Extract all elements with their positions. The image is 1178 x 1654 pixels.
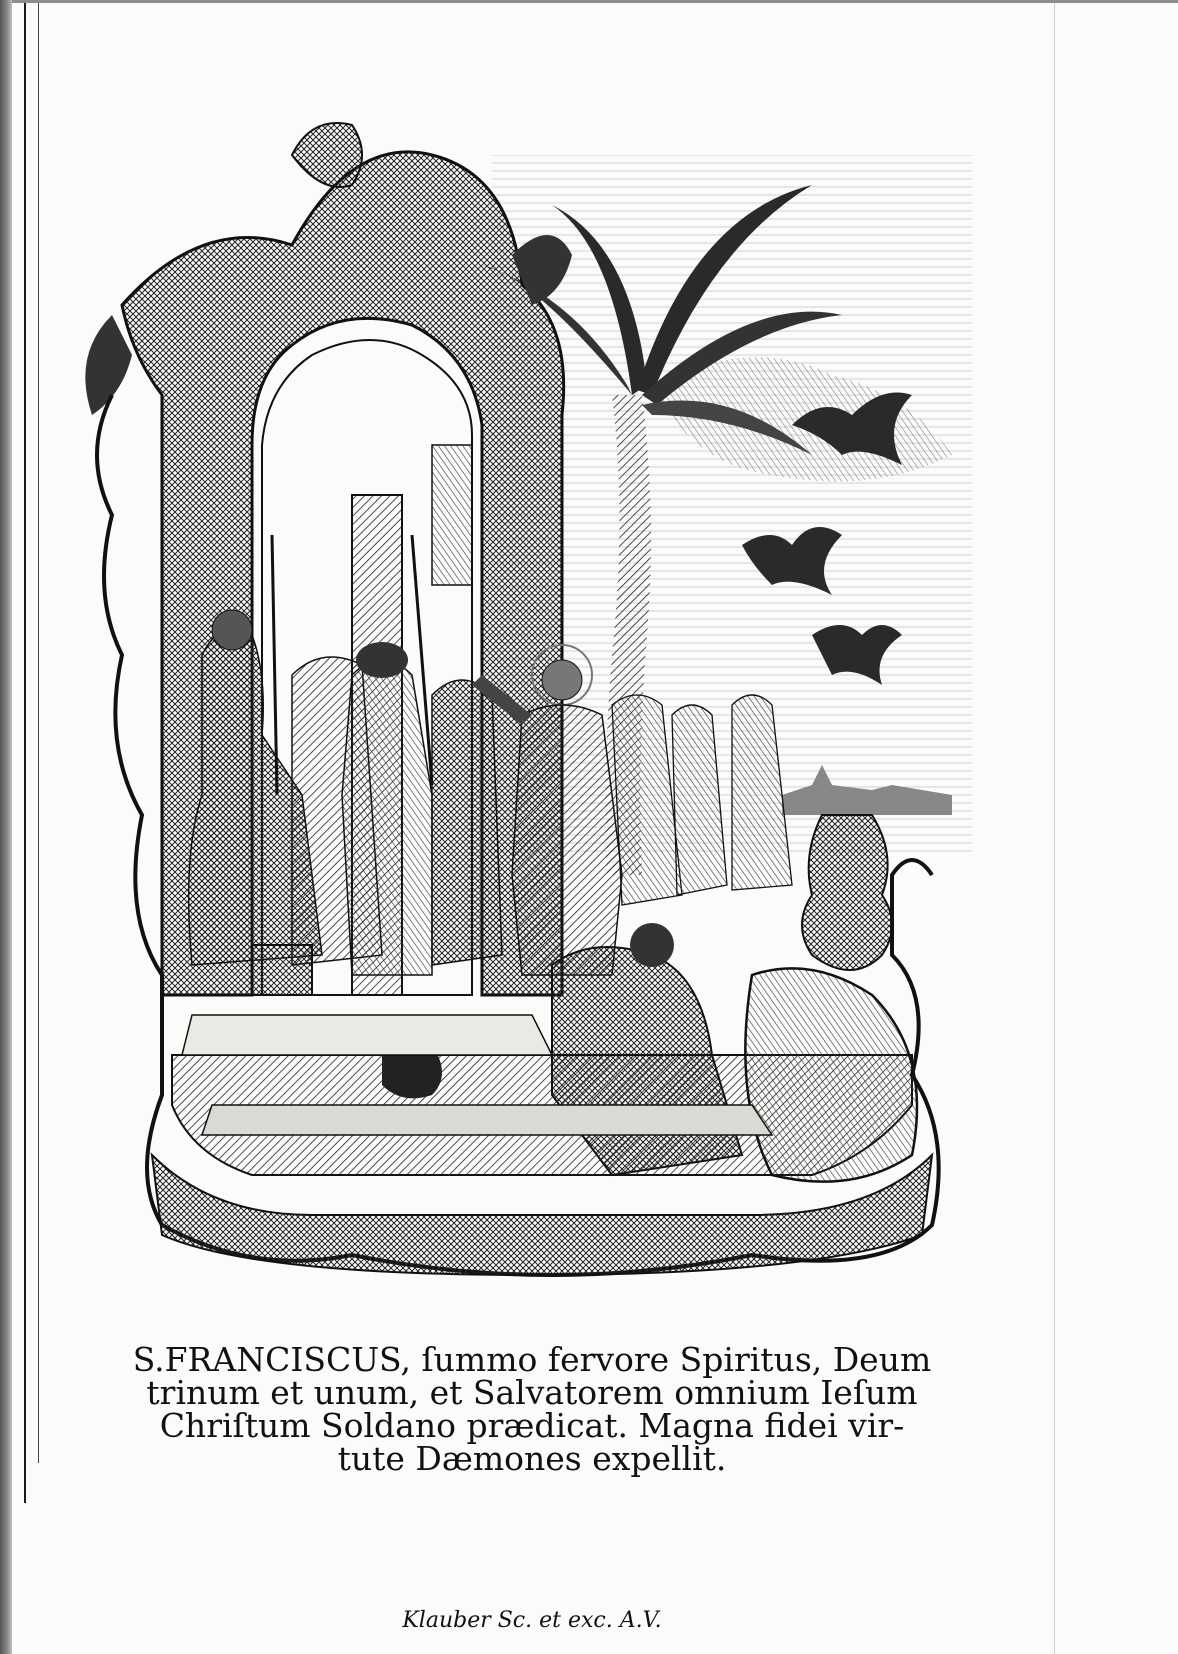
ornamental-vase <box>802 815 892 970</box>
caption-line-2: trinum et unum, et Salvatorem omnium Ieſum <box>146 1373 918 1412</box>
engraving-illustration <box>52 95 1012 1333</box>
page-edge-shadow <box>0 0 12 1654</box>
caption-line-1: S.FRANCISCUS, ſummo fervore Spiritus, Deum <box>132 1340 932 1379</box>
book-page <box>12 3 1178 1654</box>
treasure-chest <box>252 945 312 995</box>
engraving-svg <box>52 95 1012 1333</box>
gutter-line-inner <box>38 3 39 1463</box>
engraving-caption <box>52 1340 1012 1478</box>
engraver-signature: Klauber Sc. et exc. A.V. <box>402 1608 662 1633</box>
caption-line-3: Chriſtum Soldano prædicat. Magna fidei vir- <box>159 1406 905 1445</box>
caption-line-4: tute Dæmones expellit. <box>337 1439 727 1478</box>
gutter-line <box>24 3 26 1503</box>
